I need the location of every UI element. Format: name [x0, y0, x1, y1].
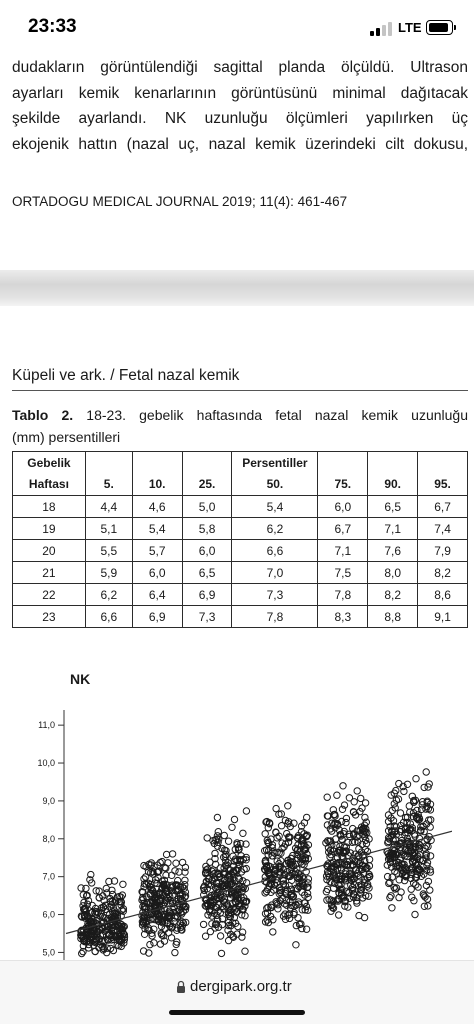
- week-cell: 20: [13, 540, 86, 562]
- value-cell: 8,8: [368, 606, 418, 628]
- data-point: [412, 911, 418, 917]
- y-tick-label: 11,0: [38, 720, 55, 731]
- value-cell: 5,4: [232, 496, 318, 518]
- data-point: [273, 805, 279, 811]
- data-point: [293, 942, 299, 948]
- table-row: [13, 518, 468, 540]
- data-point: [163, 851, 169, 857]
- data-point: [172, 868, 178, 874]
- value-cell: 7,6: [368, 540, 418, 562]
- url-display[interactable]: dergipark.org.tr: [190, 978, 292, 995]
- value-cell: 6,2: [85, 584, 132, 606]
- data-point: [285, 803, 291, 809]
- data-point: [207, 928, 213, 934]
- column-header: 95.: [418, 474, 468, 496]
- home-indicator[interactable]: [169, 1010, 305, 1015]
- y-tick-label: 8,0: [42, 833, 55, 844]
- value-cell: 5,9: [85, 562, 132, 584]
- value-cell: 6,0: [182, 540, 232, 562]
- data-point: [229, 824, 235, 830]
- data-point: [406, 803, 412, 809]
- column-header: 90.: [368, 474, 418, 496]
- data-point: [413, 776, 419, 782]
- value-cell: 5,5: [85, 540, 132, 562]
- value-cell: 5,8: [182, 518, 232, 540]
- data-point: [148, 870, 154, 876]
- body-line: dudakların görüntülendiği sagittal planda ölçüldü. Ultrason: [12, 59, 468, 76]
- value-cell: 4,4: [85, 496, 132, 518]
- data-point: [217, 933, 223, 939]
- value-cell: 6,6: [232, 540, 318, 562]
- column-header: 75.: [318, 474, 368, 496]
- header-group: Persentiller: [232, 452, 318, 474]
- chart-title: NK: [70, 671, 91, 687]
- battery-cap: [454, 25, 456, 30]
- value-cell: 4,6: [132, 496, 182, 518]
- row-header-bottom: Haftası: [13, 474, 86, 496]
- value-cell: 7,4: [418, 518, 468, 540]
- body-line: şekilde ayarlandı. NK uzunluğu ölçümleri yapılırken üç: [12, 110, 468, 127]
- data-point: [358, 795, 364, 801]
- data-point: [165, 930, 171, 936]
- running-head-rule: [12, 390, 468, 391]
- data-point: [262, 831, 268, 837]
- table-caption-text: 18-23. gebelik haftasında fetal nazal kemik uzunluğu: [86, 407, 469, 423]
- y-tick-label: 10,0: [37, 758, 55, 769]
- data-point: [396, 894, 402, 900]
- value-cell: 6,0: [318, 496, 368, 518]
- table-caption-label: Tablo 2.: [12, 407, 74, 423]
- data-point: [242, 948, 248, 954]
- data-point: [78, 885, 84, 891]
- data-point: [389, 905, 395, 911]
- value-cell: 9,1: [418, 606, 468, 628]
- data-point: [336, 912, 342, 918]
- value-cell: 7,3: [232, 584, 318, 606]
- table-row: [13, 540, 468, 562]
- signal-icon: [370, 22, 394, 36]
- data-point: [225, 937, 231, 943]
- value-cell: 8,2: [368, 584, 418, 606]
- value-cell: 7,9: [418, 540, 468, 562]
- week-cell: 18: [13, 496, 86, 518]
- value-cell: 6,7: [318, 518, 368, 540]
- data-point: [92, 948, 98, 954]
- column-header: 10.: [132, 474, 182, 496]
- data-point: [334, 792, 340, 798]
- data-point: [323, 889, 329, 895]
- table-row: [13, 496, 468, 518]
- value-cell: 5,7: [132, 540, 182, 562]
- table-caption-text-2: (mm) persentilleri: [12, 429, 121, 445]
- data-point: [427, 887, 433, 893]
- article-body: [12, 55, 468, 157]
- data-point: [397, 810, 403, 816]
- value-cell: 7,3: [182, 606, 232, 628]
- data-point: [172, 949, 178, 955]
- y-tick-label: 7,0: [42, 871, 55, 882]
- value-cell: 8,6: [418, 584, 468, 606]
- data-point: [179, 859, 185, 865]
- value-cell: 6,4: [132, 584, 182, 606]
- data-point: [240, 830, 246, 836]
- data-point: [103, 885, 109, 891]
- data-point: [388, 893, 394, 899]
- row-header-top: Gebelik: [13, 452, 86, 474]
- data-point: [243, 808, 249, 814]
- data-point: [173, 860, 179, 866]
- battery-icon: [426, 20, 453, 35]
- data-point: [218, 950, 224, 956]
- status-bar: [0, 0, 474, 54]
- data-point: [340, 783, 346, 789]
- data-point: [147, 941, 153, 947]
- week-cell: 22: [13, 584, 86, 606]
- data-point: [214, 814, 220, 820]
- journal-reference: ORTADOGU MEDICAL JOURNAL 2019; 11(4): 461-467: [12, 194, 348, 209]
- data-point: [354, 788, 360, 794]
- data-points: [78, 769, 435, 957]
- value-cell: 8,3: [318, 606, 368, 628]
- value-cell: 8,0: [368, 562, 418, 584]
- scatter-chart: [22, 662, 452, 960]
- table-row: [13, 584, 468, 606]
- data-point: [324, 794, 330, 800]
- data-point: [278, 823, 284, 829]
- value-cell: 7,0: [232, 562, 318, 584]
- data-point: [221, 832, 227, 838]
- data-point: [225, 838, 231, 844]
- page-separator: [0, 270, 474, 306]
- body-line: ekojenik hattın (nazal uç, nazal kemik üzerindeki cilt dokusu,: [12, 135, 468, 153]
- data-point: [231, 816, 237, 822]
- column-header: 50.: [232, 474, 318, 496]
- data-point: [270, 929, 276, 935]
- data-point: [384, 873, 390, 879]
- table-header-row-2: [13, 474, 468, 496]
- week-cell: 21: [13, 562, 86, 584]
- y-tick-label: 5,0: [42, 947, 55, 958]
- value-cell: 5,4: [132, 518, 182, 540]
- data-point: [326, 896, 332, 902]
- value-cell: 6,6: [85, 606, 132, 628]
- y-tick-label: 9,0: [42, 795, 55, 806]
- data-point: [182, 877, 188, 883]
- data-point: [361, 914, 367, 920]
- value-cell: 6,9: [182, 584, 232, 606]
- value-cell: 7,1: [318, 540, 368, 562]
- value-cell: 8,2: [418, 562, 468, 584]
- value-cell: 6,7: [418, 496, 468, 518]
- data-point: [423, 769, 429, 775]
- value-cell: 6,5: [182, 562, 232, 584]
- y-axis-ticks: [37, 720, 64, 957]
- table-header-row-1: [13, 452, 468, 474]
- column-header: 5.: [85, 474, 132, 496]
- value-cell: 7,8: [318, 584, 368, 606]
- data-point: [200, 921, 206, 927]
- data-point: [304, 814, 310, 820]
- body-line: ayarları kemik kenarlarının görüntüsünü minimal dağıtacak: [12, 84, 468, 102]
- data-point: [176, 869, 182, 875]
- week-cell: 23: [13, 606, 86, 628]
- column-header: 25.: [182, 474, 232, 496]
- table-caption: [12, 404, 468, 448]
- data-point: [151, 940, 157, 946]
- table-row: [13, 606, 468, 628]
- running-head: Küpeli ve ark. / Fetal nazal kemik: [12, 367, 240, 384]
- value-cell: 6,5: [368, 496, 418, 518]
- data-point: [343, 815, 349, 821]
- value-cell: 7,5: [318, 562, 368, 584]
- y-tick-label: 6,0: [42, 909, 55, 920]
- value-cell: 5,1: [85, 518, 132, 540]
- percentile-table: [12, 451, 468, 628]
- value-cell: 6,2: [232, 518, 318, 540]
- data-point: [169, 851, 175, 857]
- network-type: LTE: [398, 20, 422, 35]
- value-cell: 6,9: [132, 606, 182, 628]
- value-cell: 5,0: [182, 496, 232, 518]
- value-cell: 7,8: [232, 606, 318, 628]
- data-point: [346, 795, 352, 801]
- week-cell: 19: [13, 518, 86, 540]
- data-point: [120, 881, 126, 887]
- value-cell: 7,1: [368, 518, 418, 540]
- lock-icon: [176, 980, 186, 994]
- value-cell: 6,0: [132, 562, 182, 584]
- status-time: 23:33: [28, 16, 77, 37]
- fit-line: [66, 831, 452, 933]
- table-row: [13, 562, 468, 584]
